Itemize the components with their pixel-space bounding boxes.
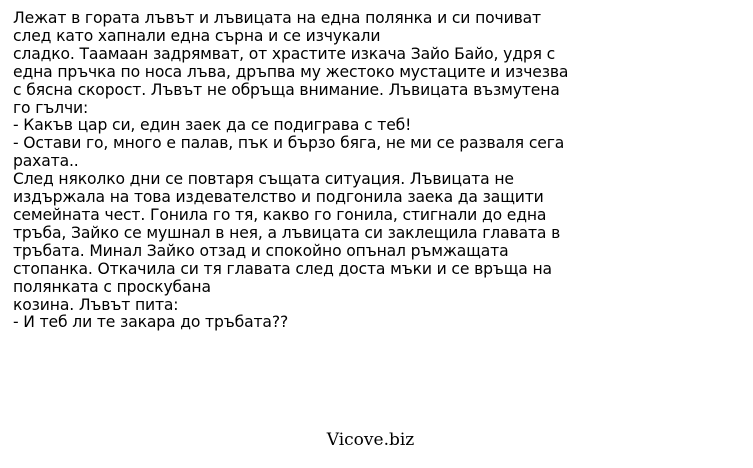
joke-line: - Остави го, много е палав, пък и бързо бяга, не ми се разваля сега [13, 134, 565, 153]
joke-line: След няколко дни се повтаря същата ситуация. Лъвицата не [13, 170, 514, 189]
joke-line: с бясна скорост. Лъвът не обръща внимание. Лъвицата възмутена [13, 80, 560, 99]
joke-line: тръбата. Минал Зайко отзад и спокойно опънал ръмжащата [13, 241, 509, 260]
joke-line: една пръчка по носа лъва, дръпва му жестоко мустаците и изчезва [13, 62, 569, 81]
joke-line: сладко. Таамаан задрямват, от храстите изкача Зайо Байо, удря с [13, 44, 556, 63]
site-watermark: Vicove.biz [326, 430, 415, 450]
joke-line: издържала на това издевателство и подгонила заека да защити [13, 188, 544, 207]
joke-line: го гълчи: [13, 98, 89, 117]
joke-line: след като хапнали една сърна и се изчукали [13, 26, 381, 45]
joke-line: тръба, Зайко се мушнал в нея, а лъвицата си заклещила главата в [13, 223, 561, 242]
joke-line: Лежат в гората лъвът и лъвицата на една полянка и си почиват [13, 9, 541, 27]
joke-line: семейната чест. Гонила го тя, какво го гонила, стигнали до една [13, 205, 547, 224]
joke-line: полянката с проскубана [13, 277, 211, 296]
joke-text [13, 10, 743, 332]
joke-line: козина. Лъвът пита: [13, 295, 179, 314]
joke-line: - И теб ли те закара до тръбата?? [13, 313, 289, 332]
joke-line: - Какъв цар си, един заек да се подиграва с теб! [13, 116, 412, 135]
joke-line: стопанка. Откачила си тя главата след доста мъки и се връща на [13, 259, 552, 278]
joke-line: рахата.. [13, 152, 79, 171]
